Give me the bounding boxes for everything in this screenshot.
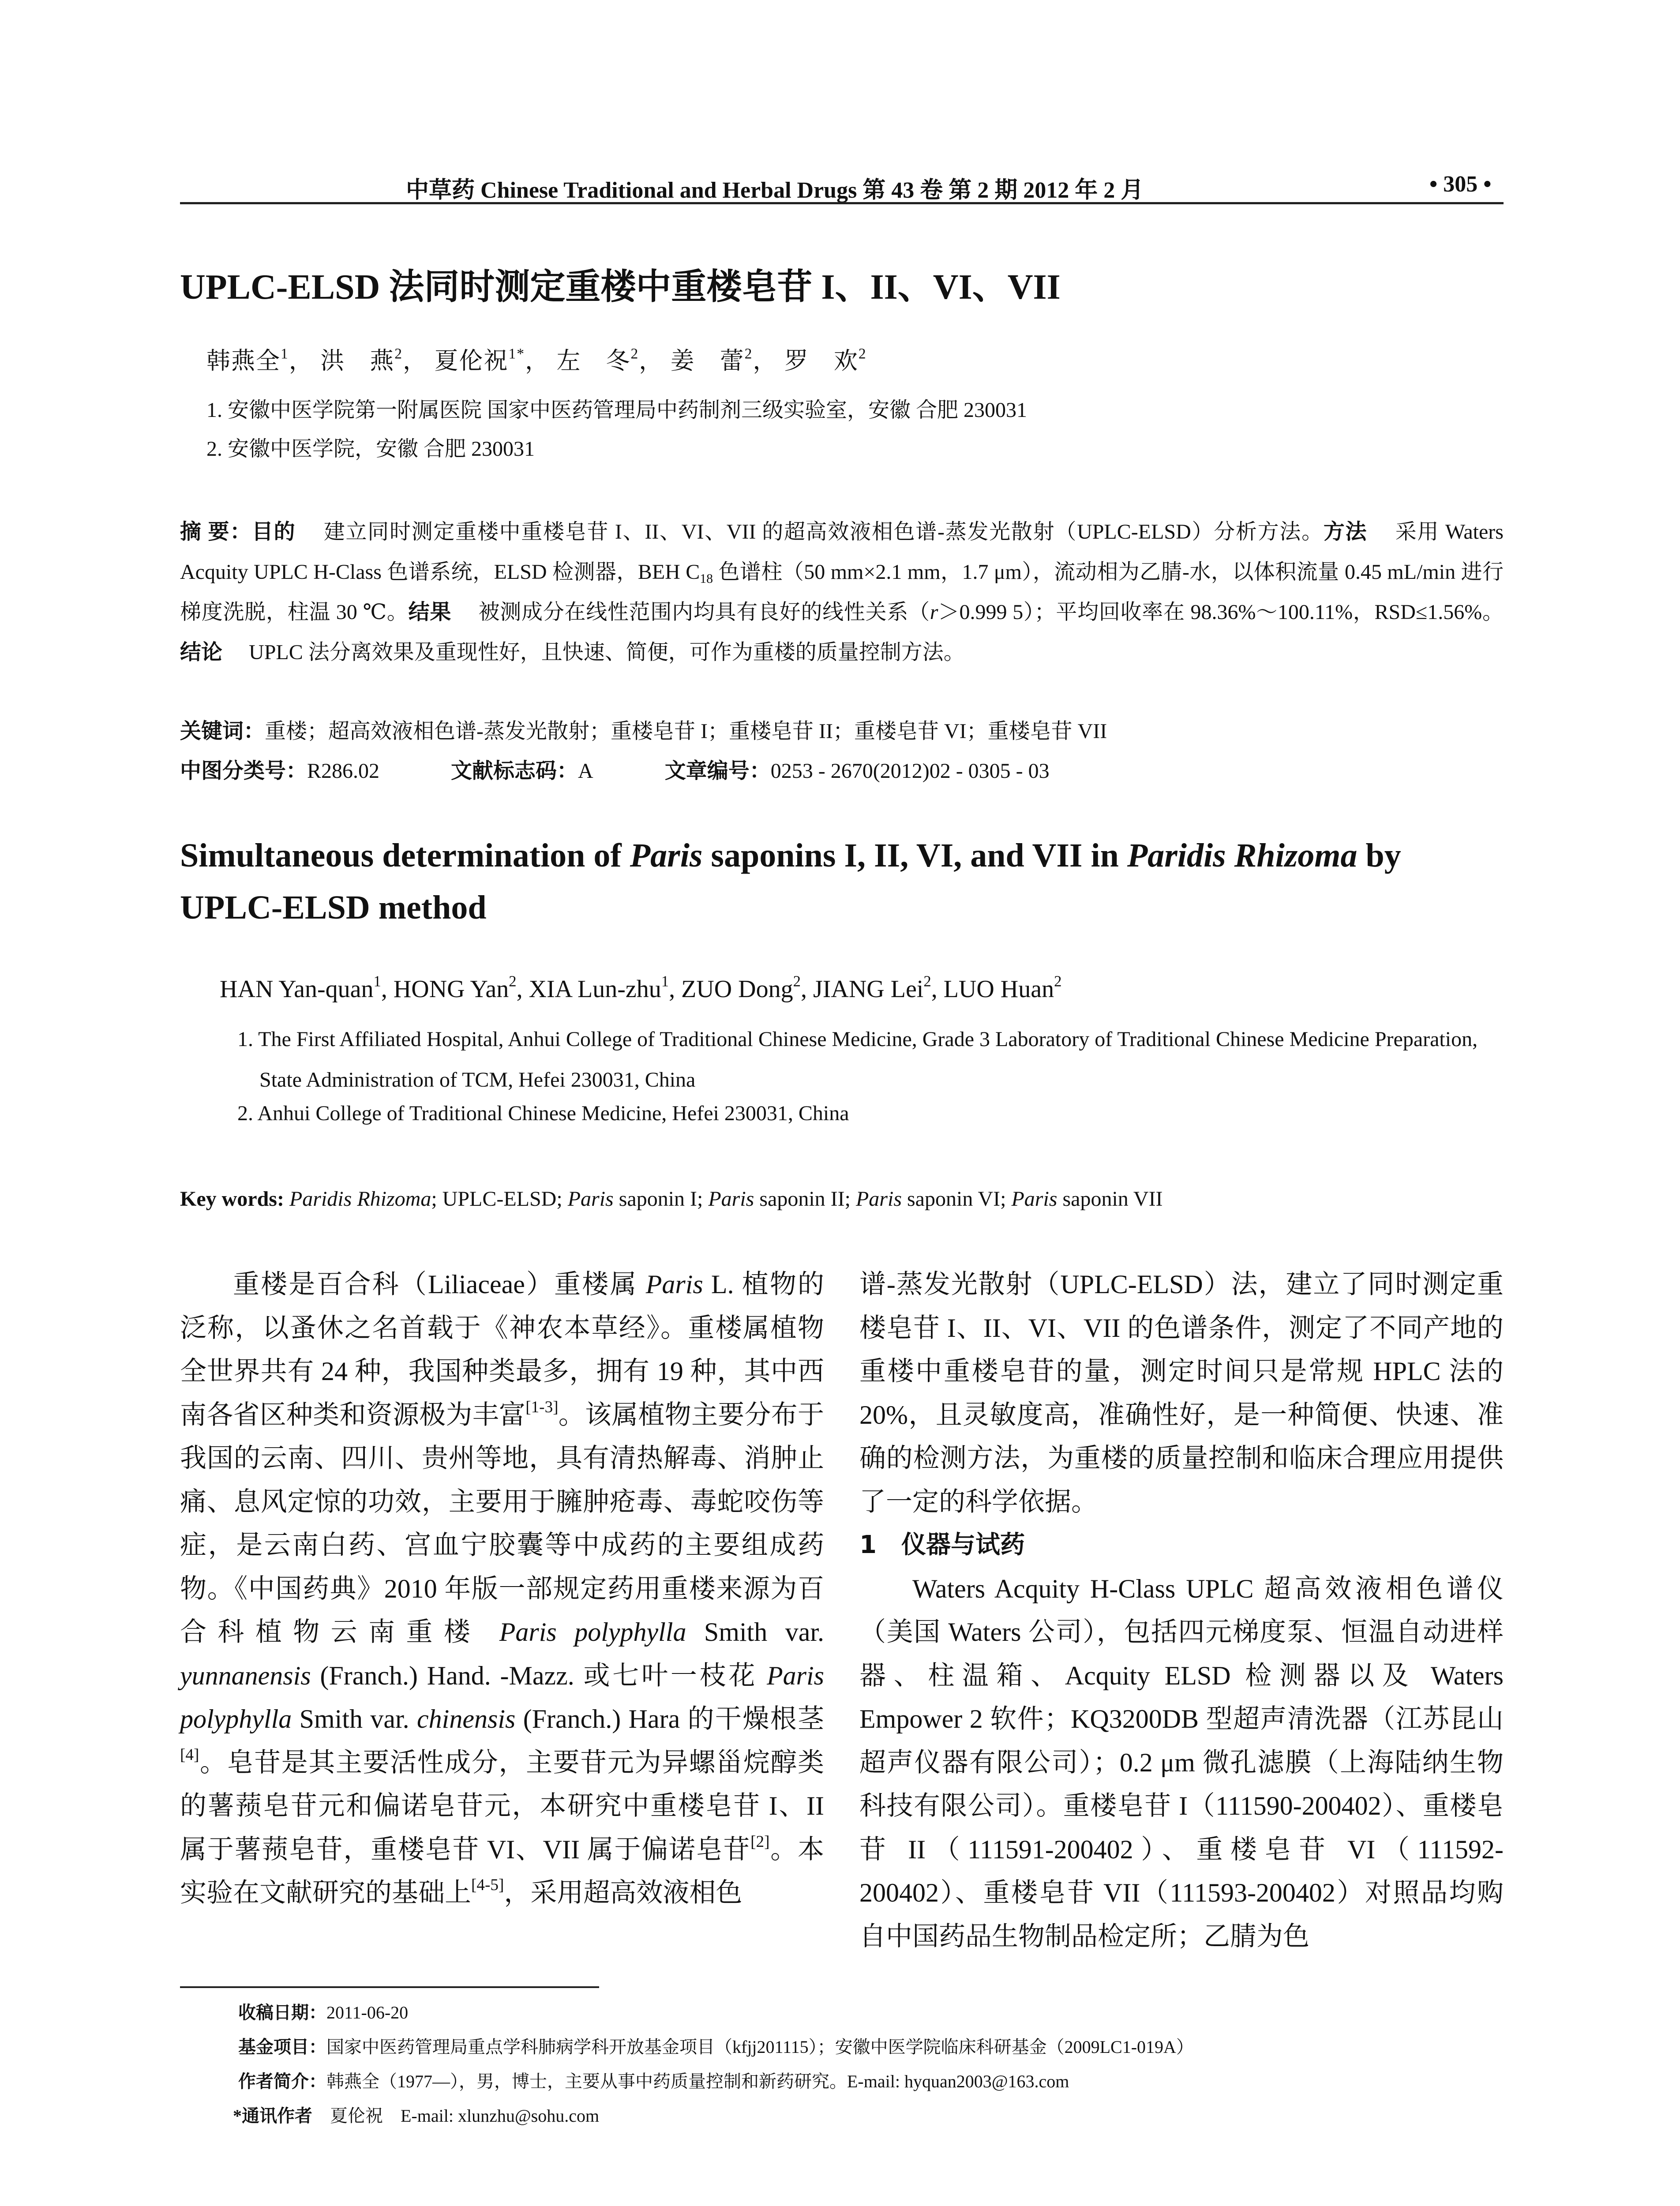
author-name: 洪 燕 <box>320 348 395 374</box>
header-divider <box>180 202 1504 204</box>
author-name: 左 冬 <box>556 348 631 374</box>
column-subscript: 18 <box>700 571 713 586</box>
citation: [1-3] <box>525 1398 559 1416</box>
footnote-received: 收稿日期：2011-06-20 <box>238 2003 409 2022</box>
author-list-en: HAN Yan-quan$^1$, HONG Yan$^2$, XIA Lun-zhu$^1$, ZUO Dong$^2$, JIANG Lei$^2$, LUO Huan$^2$ <box>220 972 1062 1003</box>
result-text: ＞0.999 5）；平均回收率在 98.36%～100.11%，RSD≤1.56%。 <box>938 600 1504 624</box>
citation: [4-5] <box>471 1876 504 1894</box>
keywords-label: Key words: <box>180 1187 284 1211</box>
article-title-en: Simultaneous determination of Paris saponins I, II, VI, and VII in Paridis Rhizoma by UPLC-ELSD method <box>180 837 1401 926</box>
page-number: • 305 • <box>1429 172 1492 197</box>
author-name: 夏伦祝 <box>434 348 509 374</box>
method-text: 采用 Waters Acquity UPLC H-Class 色谱系统，ELSD 检测器，BEH C <box>180 520 1504 584</box>
footnote-author-bio: 作者简介：韩燕全（1977—），男，博士，主要从事中药质量控制和新药研究。E-mail: hyquan2003@163.com <box>238 2071 1069 2091</box>
article-title-cn: UPLC-ELSD 法同时测定重楼中重楼皂苷 I、II、VI、VII <box>180 268 1061 307</box>
journal-header: 中草药 Chinese Traditional and Herbal Drugs 第 43 卷 第 2 期 2012 年 2 月 <box>406 178 1144 203</box>
citation: [2] <box>750 1832 770 1851</box>
purpose-label: 目的 <box>251 520 296 544</box>
affiliation-mark: 1 <box>281 345 289 362</box>
affiliation-mark: 2 <box>744 345 753 362</box>
keywords-label: 关键词： <box>180 720 265 743</box>
abstract-label: 摘 要： <box>180 520 252 544</box>
body-column-left <box>180 1263 824 1915</box>
article-number: 文章编号：0253 - 2670(2012)02 - 0305 - 03 <box>664 759 1050 783</box>
author-name: 姜 蕾 <box>670 348 745 374</box>
author-name: 韩燕全 <box>206 348 281 374</box>
affiliation-mark: 1* <box>508 345 525 362</box>
conclusion-label: 结论 <box>180 641 223 664</box>
method-text: 色谱柱（50 mm×2.1 mm，1.7 μm），流动相为乙腈-水，以体积流量 0.45 mL/min 进行梯度洗脱，柱温 30 ℃。 <box>180 560 1504 624</box>
author-name: XIA Lun-zhu <box>529 975 661 1003</box>
result-r: r <box>930 600 938 624</box>
author-name: ZUO Dong <box>681 975 793 1003</box>
keywords-en: Key words: Paridis Rhizoma; UPLC-ELSD; Paris saponin I; Paris saponin II; Paris saponin VI; Paris saponin VII <box>180 1187 1163 1211</box>
keywords-cn <box>180 714 1504 744</box>
affiliation-cn: 1. 安徽中医学院第一附属医院 国家中医药管理局中药制剂三级实验室，安徽 合肥 230031 <box>206 398 1028 422</box>
method-label: 方法 <box>1323 520 1368 544</box>
abstract-cn <box>180 512 1504 672</box>
clc-code: 中图分类号：R286.02 <box>180 759 380 783</box>
affiliation-cn: 2. 安徽中医学院，安徽 合肥 230031 <box>206 437 535 461</box>
footnote-corresponding: *通讯作者 夏伦祝 E-mail: xlunzhu@sohu.com <box>233 2106 600 2126</box>
author-name: HONG Yan <box>393 975 509 1003</box>
footnote-funding: 基金项目：国家中医药管理局重点学科肺病学科开放基金项目（kfjj201115）；安徽中医学院临床科研基金（2009LC1-019A） <box>238 2037 1194 2057</box>
footnote-divider <box>180 1986 599 1988</box>
author-list-cn: 韩燕全$^1$， 洪 燕$^2$， 夏伦祝$^{1*}$， 左 冬$^2$， 姜 蕾$^2$， 罗 欢$^2$ <box>206 345 867 374</box>
body-paragraph: Waters Acquity H-Class UPLC 超高效液相色谱仪（美国 Waters 公司），包括四元梯度泵、恒温自动进样器、柱温箱、Acquity ELSD 检测器以及 Waters Empower 2 软件；KQ3200DB 型超声清洗器（江苏昆山超声仪器有限公司）；0.2 μm 微孔滤膜（上海陆纳生物科技有限公司）。重楼皂苷 I（111590-200402）、重楼皂苷 II（111591-200402）、重楼皂苷 VI（111592-200402）、重楼皂苷 VII（111593-200402）对照品均购自中国药品生物制品检定所；乙腈为色 <box>859 1574 1504 1951</box>
affiliation-en: 2. Anhui College of Traditional Chinese Medicine, Hefei 230031, China <box>237 1102 849 1125</box>
doc-code: 文献标志码：A <box>451 759 593 783</box>
section-heading: 1 仪器与试药 <box>859 1531 1025 1559</box>
author-name: LUO Huan <box>943 975 1054 1003</box>
affiliation-mark: 2 <box>858 345 867 362</box>
body-column-right <box>859 1263 1504 1958</box>
affiliation-mark: 2 <box>394 345 403 362</box>
author-name: JIANG Lei <box>813 975 924 1003</box>
author-name: 罗 欢 <box>784 348 859 374</box>
citation: [4] <box>180 1745 199 1764</box>
classification-line <box>180 754 1504 784</box>
keywords-text: 重楼；超高效液相色谱-蒸发光散射；重楼皂苷 I；重楼皂苷 II；重楼皂苷 VI；重楼皂苷 VII <box>265 720 1107 743</box>
purpose-text: 建立同时测定重楼中重楼皂苷 I、II、VI、VII 的超高效液相色谱-蒸发光散射（UPLC-ELSD）分析方法。 <box>323 520 1324 544</box>
body-paragraph: 谱-蒸发光散射（UPLC-ELSD）法，建立了同时测定重楼皂苷 I、II、VI、VII 的色谱条件，测定了不同产地的重楼中重楼皂苷的量，测定时间只是常规 HPLC 法的 20%，且灵敏度高，准确性好，是一种简便、快速、准确的检测方法，为重楼的质量控制和临床合理应用提供了一定的科学依据。 <box>859 1270 1504 1516</box>
body-paragraph: 重楼是百合科（Liliaceae）重楼属 Paris L. 植物的泛称，以蚤休之名首载于《神农本草经》。重楼属植物全世界共有 24 种，我国种类最多，拥有 19 种，其中西南各省区种类和资源极为丰富[1-3]。该属植物主要分布于我国的云南、四川、贵州等地，具有清热解毒、消肿止痛、息风定惊的功效，主要用于臃肿疮毒、毒蛇咬伤等症，是云南白药、宫血宁胶囊等中成药的主要组成药物。《中国药典》2010 年版一部规定药用重楼来源为百合科植物云南重楼 Paris polyphylla Smith var. yunnanensis (Franch.) Hand. -Mazz. 或七叶一枝花 Paris polyphylla Smith var. chinensis (Franch.) Hara 的干燥根茎[4]。皂苷是其主要活性成分，主要苷元为异螺甾烷醇类的薯蓣皂苷元和偏诺皂苷元，本研究中重楼皂苷 I、II 属于薯蓣皂苷，重楼皂苷 VI、VII 属于偏诺皂苷[2]。本实验在文献研究的基础上[4-5]，采用超高效液相色 <box>180 1270 825 1907</box>
result-text: 被测成分在线性范围内均具有良好的线性关系（ <box>478 600 930 624</box>
affiliation-en: 1. The First Affiliated Hospital, Anhui College of Traditional Chinese Medicine, Grade 3 Laboratory of Traditional Chinese Medicine Preparation, State Administration of TCM, Hefei 230031, China <box>237 1028 1478 1092</box>
author-name: HAN Yan-quan <box>220 975 374 1003</box>
result-label: 结果 <box>408 600 452 624</box>
affiliation-mark: 2 <box>630 345 639 362</box>
conclusion-text: UPLC 法分离效果及重现性好，且快速、简便，可作为重楼的质量控制方法。 <box>249 641 965 664</box>
